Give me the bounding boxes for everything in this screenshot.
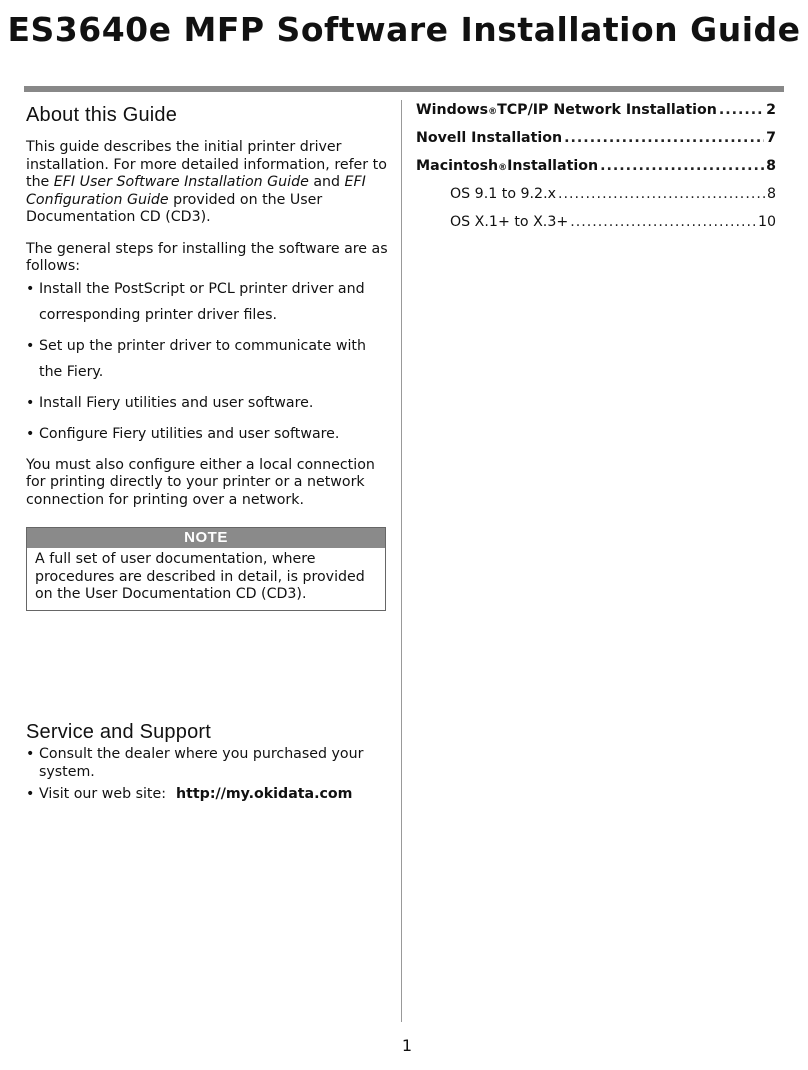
list-item: • Consult the dealer where you purchased your system. <box>26 746 390 781</box>
note-text: A full set of user documentation, where procedures are described in detail, is provided on the User Documentation CD (CD3). <box>35 551 365 602</box>
toc-entry-os9[interactable]: OS 9.1 to 9.2.x ..... 8 <box>416 186 776 214</box>
leader-dots <box>564 130 764 146</box>
leader-dots <box>600 158 764 174</box>
website-link[interactable]: http://my.okidata.com <box>176 786 353 802</box>
column-divider <box>401 100 402 1022</box>
toc-entry-macintosh[interactable]: Macintosh ® Installation ..... 8 <box>416 158 776 186</box>
about-section <box>26 104 390 611</box>
toc-page: 10 <box>757 214 776 230</box>
toc-entry-windows[interactable]: Windows ® TCP/IP Network Installation ..... 2 <box>416 102 776 130</box>
list-item: • Configure Fiery utilities and user software. <box>26 421 390 447</box>
page-number: 1 <box>401 1036 413 1055</box>
toc-page: 8 <box>766 186 776 202</box>
title-rule <box>24 86 784 92</box>
toc-entry-osx[interactable]: OS X.1+ to X.3+ ..... 10 <box>416 214 776 242</box>
service-list <box>26 746 390 804</box>
efi-software-guide-title: EFI User Software Installation Guide <box>53 174 309 190</box>
service-section <box>26 721 390 809</box>
list-item: • Visit our web site: http://my.okidata.com <box>26 786 390 804</box>
steps-list <box>26 276 390 447</box>
list-item: • Install the PostScript or PCL printer driver and corresponding printer driver files. <box>26 276 390 328</box>
list-item: • Set up the printer driver to communicate with the Fiery. <box>26 333 390 385</box>
about-intro: This guide describes the initial printer driver installation. For more detailed information, refer to the EFI User Software Installation Guide and EFI Configuration Guide provided on the User Documentation CD (CD3). <box>26 139 387 225</box>
table-of-contents <box>416 102 776 242</box>
leader-dots <box>719 102 764 118</box>
list-item: • Install Fiery utilities and user software. <box>26 390 390 416</box>
about-closing: You must also configure either a local connection for printing directly to your printer or a network connection for printing over a network. <box>26 456 375 508</box>
toc-page: 2 <box>766 102 776 118</box>
toc-page: 8 <box>766 158 776 174</box>
efi-config-guide-title: EFI Configuration Guide <box>26 174 366 208</box>
toc-entry-novell[interactable]: Novell Installation ..... 7 <box>416 130 776 158</box>
about-heading: About this Guide <box>26 104 178 126</box>
leader-dots <box>570 214 756 230</box>
leader-dots <box>558 186 765 202</box>
document-title: ES3640e MFP Software Installation Guide <box>7 10 801 49</box>
note-box <box>26 527 386 611</box>
service-heading: Service and Support <box>26 721 212 743</box>
steps-intro: The general steps for installing the software are as follows: <box>26 240 388 274</box>
toc-page: 7 <box>766 130 776 146</box>
note-label: NOTE <box>27 528 385 548</box>
